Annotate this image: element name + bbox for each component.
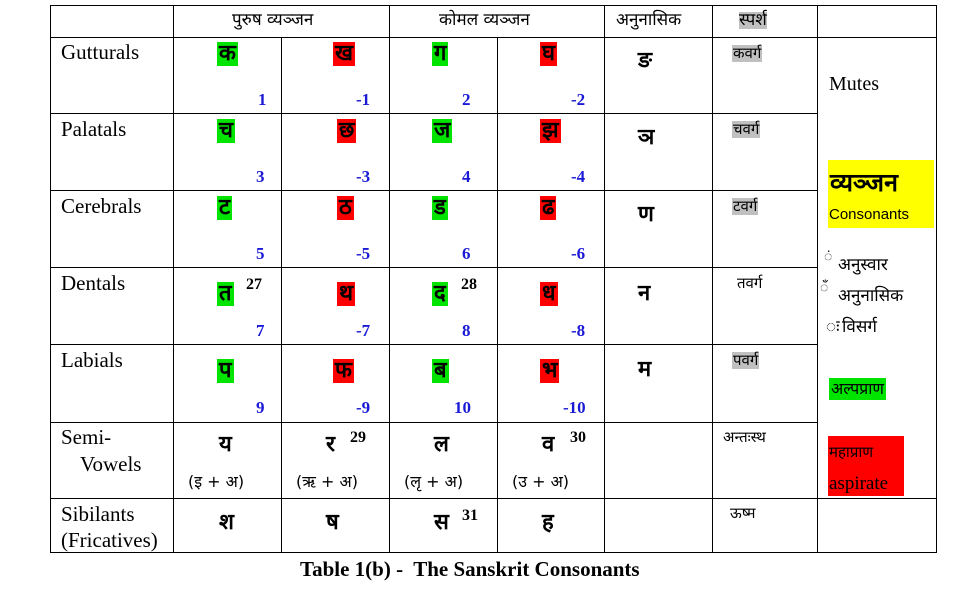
header-sparsha: स्पर्श bbox=[739, 10, 767, 30]
letter-ba: ब bbox=[434, 358, 447, 383]
table-border-line bbox=[50, 5, 937, 6]
letter-ha: ह bbox=[542, 510, 554, 535]
legend-vyanjan: व्यञ्जन bbox=[830, 168, 898, 197]
row-label-dentals: Dentals bbox=[61, 271, 126, 295]
table-border-line bbox=[712, 5, 713, 553]
legend-anusvara: अनुस्वार bbox=[838, 255, 888, 275]
number-label: 9 bbox=[256, 398, 265, 417]
class-antahstha: अन्तःस्थ bbox=[723, 428, 766, 446]
number-label: -1 bbox=[356, 90, 371, 109]
table-border-line bbox=[50, 37, 937, 38]
table-caption: Table 1(b) - The Sanskrit Consonants bbox=[300, 557, 640, 581]
number-label: 6 bbox=[462, 244, 471, 263]
row-label-palatals: Palatals bbox=[61, 117, 127, 141]
table-border-line bbox=[817, 5, 818, 553]
table-border-line bbox=[50, 267, 817, 268]
legend-alpaprana: अल्पप्राण bbox=[831, 379, 884, 398]
table-border-line bbox=[936, 5, 937, 553]
legend-anusvara-mark: ं bbox=[824, 249, 833, 265]
legend-consonants: Consonants bbox=[829, 206, 910, 223]
table-border-line bbox=[50, 422, 817, 423]
row-label-labials: Labials bbox=[61, 348, 123, 372]
legend-visarga: विसर्ग bbox=[842, 317, 877, 337]
row-label-semivowels-1: Semi- bbox=[61, 425, 112, 449]
row-label-sibilants-1: Sibilants bbox=[61, 502, 135, 526]
row-label-semivowels-2: Vowels bbox=[80, 452, 142, 476]
letter-tta: ट bbox=[219, 195, 231, 220]
derivation: (लृ + अ) bbox=[404, 472, 464, 491]
header-purusha-vyanjan: पुरुष व्यञ्जन bbox=[232, 10, 314, 30]
letter-va: व bbox=[542, 432, 555, 457]
letter-pha: फ bbox=[335, 358, 352, 383]
number-label: 3 bbox=[256, 167, 265, 186]
row-label-sibilants-2: (Fricatives) bbox=[61, 528, 158, 552]
derivation: (ऋ + अ) bbox=[296, 472, 358, 491]
class-ushma: ऊष्म bbox=[730, 504, 756, 522]
derivation: (उ + अ) bbox=[512, 472, 570, 491]
letter-sha: श bbox=[219, 510, 234, 535]
superscript-number: 29 bbox=[350, 429, 366, 446]
nasal-nna: ण bbox=[638, 202, 654, 227]
letter-bha: भ bbox=[542, 358, 558, 383]
number-label: 4 bbox=[462, 167, 471, 186]
table-border-line bbox=[604, 5, 605, 553]
table-border-line bbox=[50, 113, 817, 114]
superscript-number: 30 bbox=[570, 429, 586, 446]
legend-anunasika-mark: ँ bbox=[820, 280, 829, 296]
letter-ta: त bbox=[219, 281, 232, 306]
varga-pa: पवर्ग bbox=[733, 351, 759, 369]
number-label: 7 bbox=[256, 321, 265, 340]
superscript-number: 27 bbox=[246, 276, 262, 293]
letter-la: ल bbox=[434, 432, 449, 457]
header-anunasika: अनुनासिक bbox=[616, 10, 682, 30]
letter-kha: ख bbox=[335, 41, 353, 66]
letter-dda: ड bbox=[434, 195, 446, 220]
number-label: 2 bbox=[462, 90, 471, 109]
number-label: -3 bbox=[356, 167, 371, 186]
row-label-cerebrals: Cerebrals bbox=[61, 194, 142, 218]
number-label: -7 bbox=[356, 321, 371, 340]
superscript-number: 28 bbox=[461, 276, 477, 293]
legend-mutes: Mutes bbox=[829, 73, 879, 95]
varga-ca: चवर्ग bbox=[733, 120, 760, 138]
derivation: (इ + अ) bbox=[188, 472, 245, 491]
row-label-gutturals: Gutturals bbox=[61, 40, 140, 64]
table-border-line bbox=[50, 5, 51, 553]
table-border-line bbox=[497, 37, 498, 553]
number-label: 8 bbox=[462, 321, 471, 340]
varga-tta: टवर्ग bbox=[733, 197, 758, 215]
table-border-line bbox=[50, 498, 937, 499]
nasal-nga: ङ bbox=[638, 48, 653, 73]
letter-pa: प bbox=[219, 358, 232, 383]
number-label: -2 bbox=[571, 90, 586, 109]
letter-gha: घ bbox=[542, 41, 556, 66]
letter-sa: स bbox=[434, 510, 449, 535]
letter-cha: छ bbox=[339, 118, 355, 143]
letter-ja: ज bbox=[434, 118, 451, 143]
letter-da: द bbox=[434, 281, 446, 306]
number-label: 5 bbox=[256, 244, 265, 263]
nasal-ma: म bbox=[638, 357, 652, 382]
letter-ddha: ढ bbox=[542, 195, 555, 220]
number-label: 10 bbox=[454, 398, 471, 417]
letter-ga: ग bbox=[434, 41, 447, 66]
letter-ssa: ष bbox=[326, 510, 339, 535]
letter-tha: थ bbox=[339, 281, 354, 306]
table-border-line bbox=[50, 344, 817, 345]
nasal-nya: ञ bbox=[638, 125, 655, 150]
superscript-number: 31 bbox=[462, 507, 478, 524]
varga-ta: तवर्ग bbox=[737, 274, 763, 292]
letter-dha: ध bbox=[542, 281, 556, 306]
table-border-line bbox=[281, 37, 282, 553]
legend-visarga-mark: ः bbox=[826, 317, 840, 337]
table-border-line bbox=[50, 190, 817, 191]
number-label: -10 bbox=[563, 398, 586, 417]
number-label: -6 bbox=[571, 244, 586, 263]
letter-ya: य bbox=[219, 432, 232, 457]
letter-ra: र bbox=[326, 432, 335, 457]
number-label: -5 bbox=[356, 244, 371, 263]
legend-aspirate: aspirate bbox=[829, 473, 889, 494]
varga-ka: कवर्ग bbox=[733, 44, 762, 62]
letter-ka: क bbox=[219, 41, 236, 66]
legend-mahaprana: महाप्राण bbox=[829, 443, 874, 461]
number-label: -8 bbox=[571, 321, 586, 340]
header-komala-vyanjan: कोमल व्यञ्जन bbox=[439, 10, 530, 30]
legend-anunasika: अनुनासिक bbox=[838, 286, 904, 306]
letter-ttha: ठ bbox=[339, 195, 352, 220]
letter-ca: च bbox=[219, 118, 233, 143]
number-label: -9 bbox=[356, 398, 371, 417]
table-border-line bbox=[50, 552, 937, 553]
number-label: 1 bbox=[258, 90, 267, 109]
number-label: -4 bbox=[571, 167, 586, 186]
table-border-line bbox=[173, 5, 174, 553]
nasal-na: न bbox=[638, 281, 651, 306]
table-border-line bbox=[389, 5, 390, 553]
letter-jha: झ bbox=[542, 118, 559, 143]
